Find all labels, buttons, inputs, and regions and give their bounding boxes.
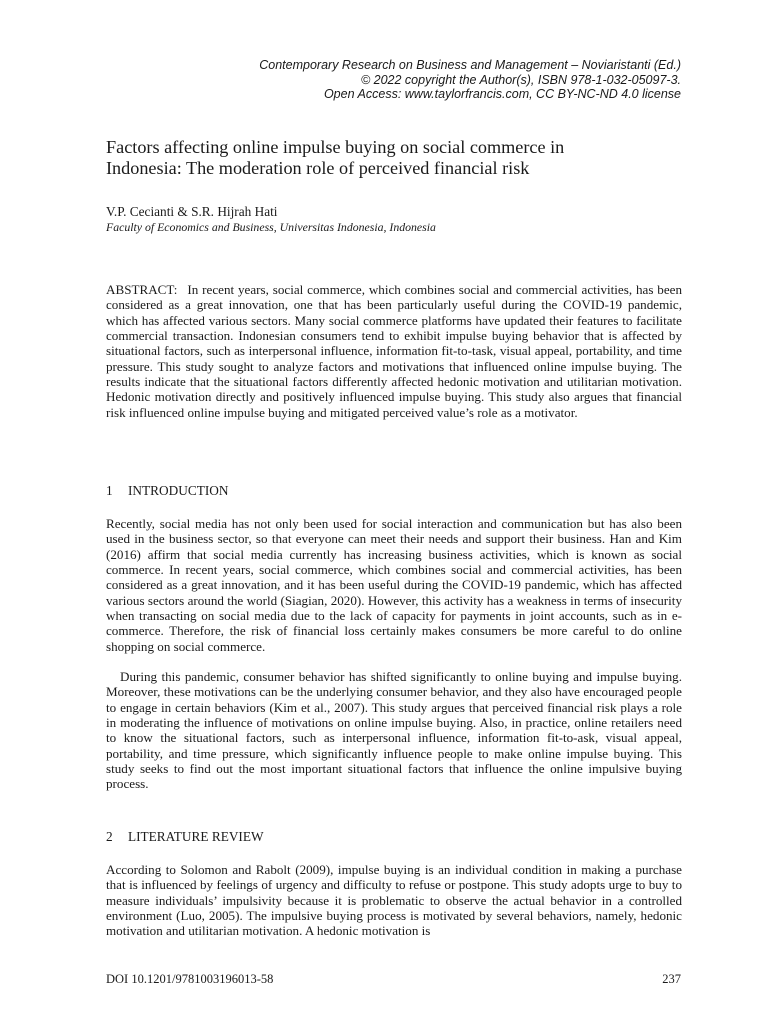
- header-license: Open Access: www.taylorfrancis.com, CC BY-NC-ND 4.0 license: [323, 87, 681, 102]
- affiliation: Faculty of Economics and Business, Universitas Indonesia, Indonesia: [106, 220, 436, 234]
- paper-title-line-2: Indonesia: The moderation role of perceived financial risk: [106, 158, 530, 178]
- section-heading-introduction: [106, 483, 228, 498]
- body-paragraph: During this pandemic, consumer behavior has shifted significantly to online buying and impulse buying. Moreover, these motivations can be the underlying consumer behavior, and they also have encouraged people to engage in certain behaviors (Kim et al., 2007). This study argues that perceived financial risk plays a role in moderating the influence of motivations on online impulse buying. Also, in practice, online retailers need to know the situational factors, such as interpersonal influence, information fit-to-ask, visual appeal, portability, and time pressure, which significantly influence people to make online impulse buying. This study seeks to find out the most important situational factors that influence the online impulsive buying process.: [106, 669, 682, 792]
- page-number: 237: [662, 972, 681, 986]
- abstract-text: In recent years, social commerce, which combines social and commercial activities, has been considered as a great innovation, one that has been particularly useful during the COVID-19 pandemic, which has affected various sectors. Many social commerce platforms have updated their features to facilitate commercial transaction. Indonesian consumers tend to exhibit impulse buying behavior that is affected by situational factors, such as interpersonal influence, information fit-to-task, visual appeal, portability, and time pressure. This study sought to analyze factors and motivations that influenced online impulse buying. The results indicate that the situational factors differently affected hedonic motivation and utilitarian motivation. Hedonic motivation directly and positively influenced impulse buying. This study also argues that financial risk influenced online impulse buying and mitigated perceived value’s role as a motivator.: [106, 282, 682, 420]
- body-paragraph: Recently, social media has not only been used for social interaction and communication but has also been used in the business sector, so that everyone can meet their needs and support their business. Han and Kim (2016) affirm that social media currently has increasing business activities, which is known as social commerce. In recent years, social commerce, which combines social and commercial activities, has been considered as a great innovation, and it has been useful during the COVID-19 pandemic, which has affected various sectors around the world (Siagian, 2020). However, this activity has a weakness in terms of insecurity when transacting on social media due to the lack of capacity for payments in joint accounts, such as in e-commerce. Therefore, the risk of financial loss certainly makes consumers be more careful to do online shopping on social commerce.: [106, 516, 682, 654]
- authors: V.P. Cecianti & S.R. Hijrah Hati: [106, 204, 278, 219]
- abstract: [106, 282, 682, 420]
- paper-title: [106, 137, 696, 179]
- section-heading-literature-review: [106, 829, 264, 844]
- header-book-title: Contemporary Research on Business and Management – Noviaristanti (Ed.): [259, 58, 681, 72]
- header-copyright: © 2022 copyright the Author(s), ISBN 978-1-032-05097-3.: [360, 72, 681, 87]
- section-number: 1: [106, 483, 113, 498]
- section-title: LITERATURE REVIEW: [128, 829, 264, 844]
- section-number: 2: [106, 829, 113, 844]
- paper-title-line-1: Factors affecting online impulse buying on social commerce in: [106, 137, 565, 157]
- abstract-label: ABSTRACT:: [106, 282, 178, 297]
- section-title: INTRODUCTION: [128, 483, 229, 498]
- running-header: [121, 58, 681, 102]
- footer-doi: DOI 10.1201/9781003196013-58: [106, 972, 274, 986]
- body-paragraph: According to Solomon and Rabolt (2009), impulse buying is an individual condition in making a purchase that is influenced by feelings of urgency and difficulty to refuse or postpone. This study adopts urge to buy to measure individuals’ impulsivity because it is problematic to observe the actual behavior in a controlled environment (Luo, 2005). The impulsive buying process is motivated by several behaviors, namely, hedonic motivation and utilitarian motivation. A hedonic motivation is: [106, 862, 682, 939]
